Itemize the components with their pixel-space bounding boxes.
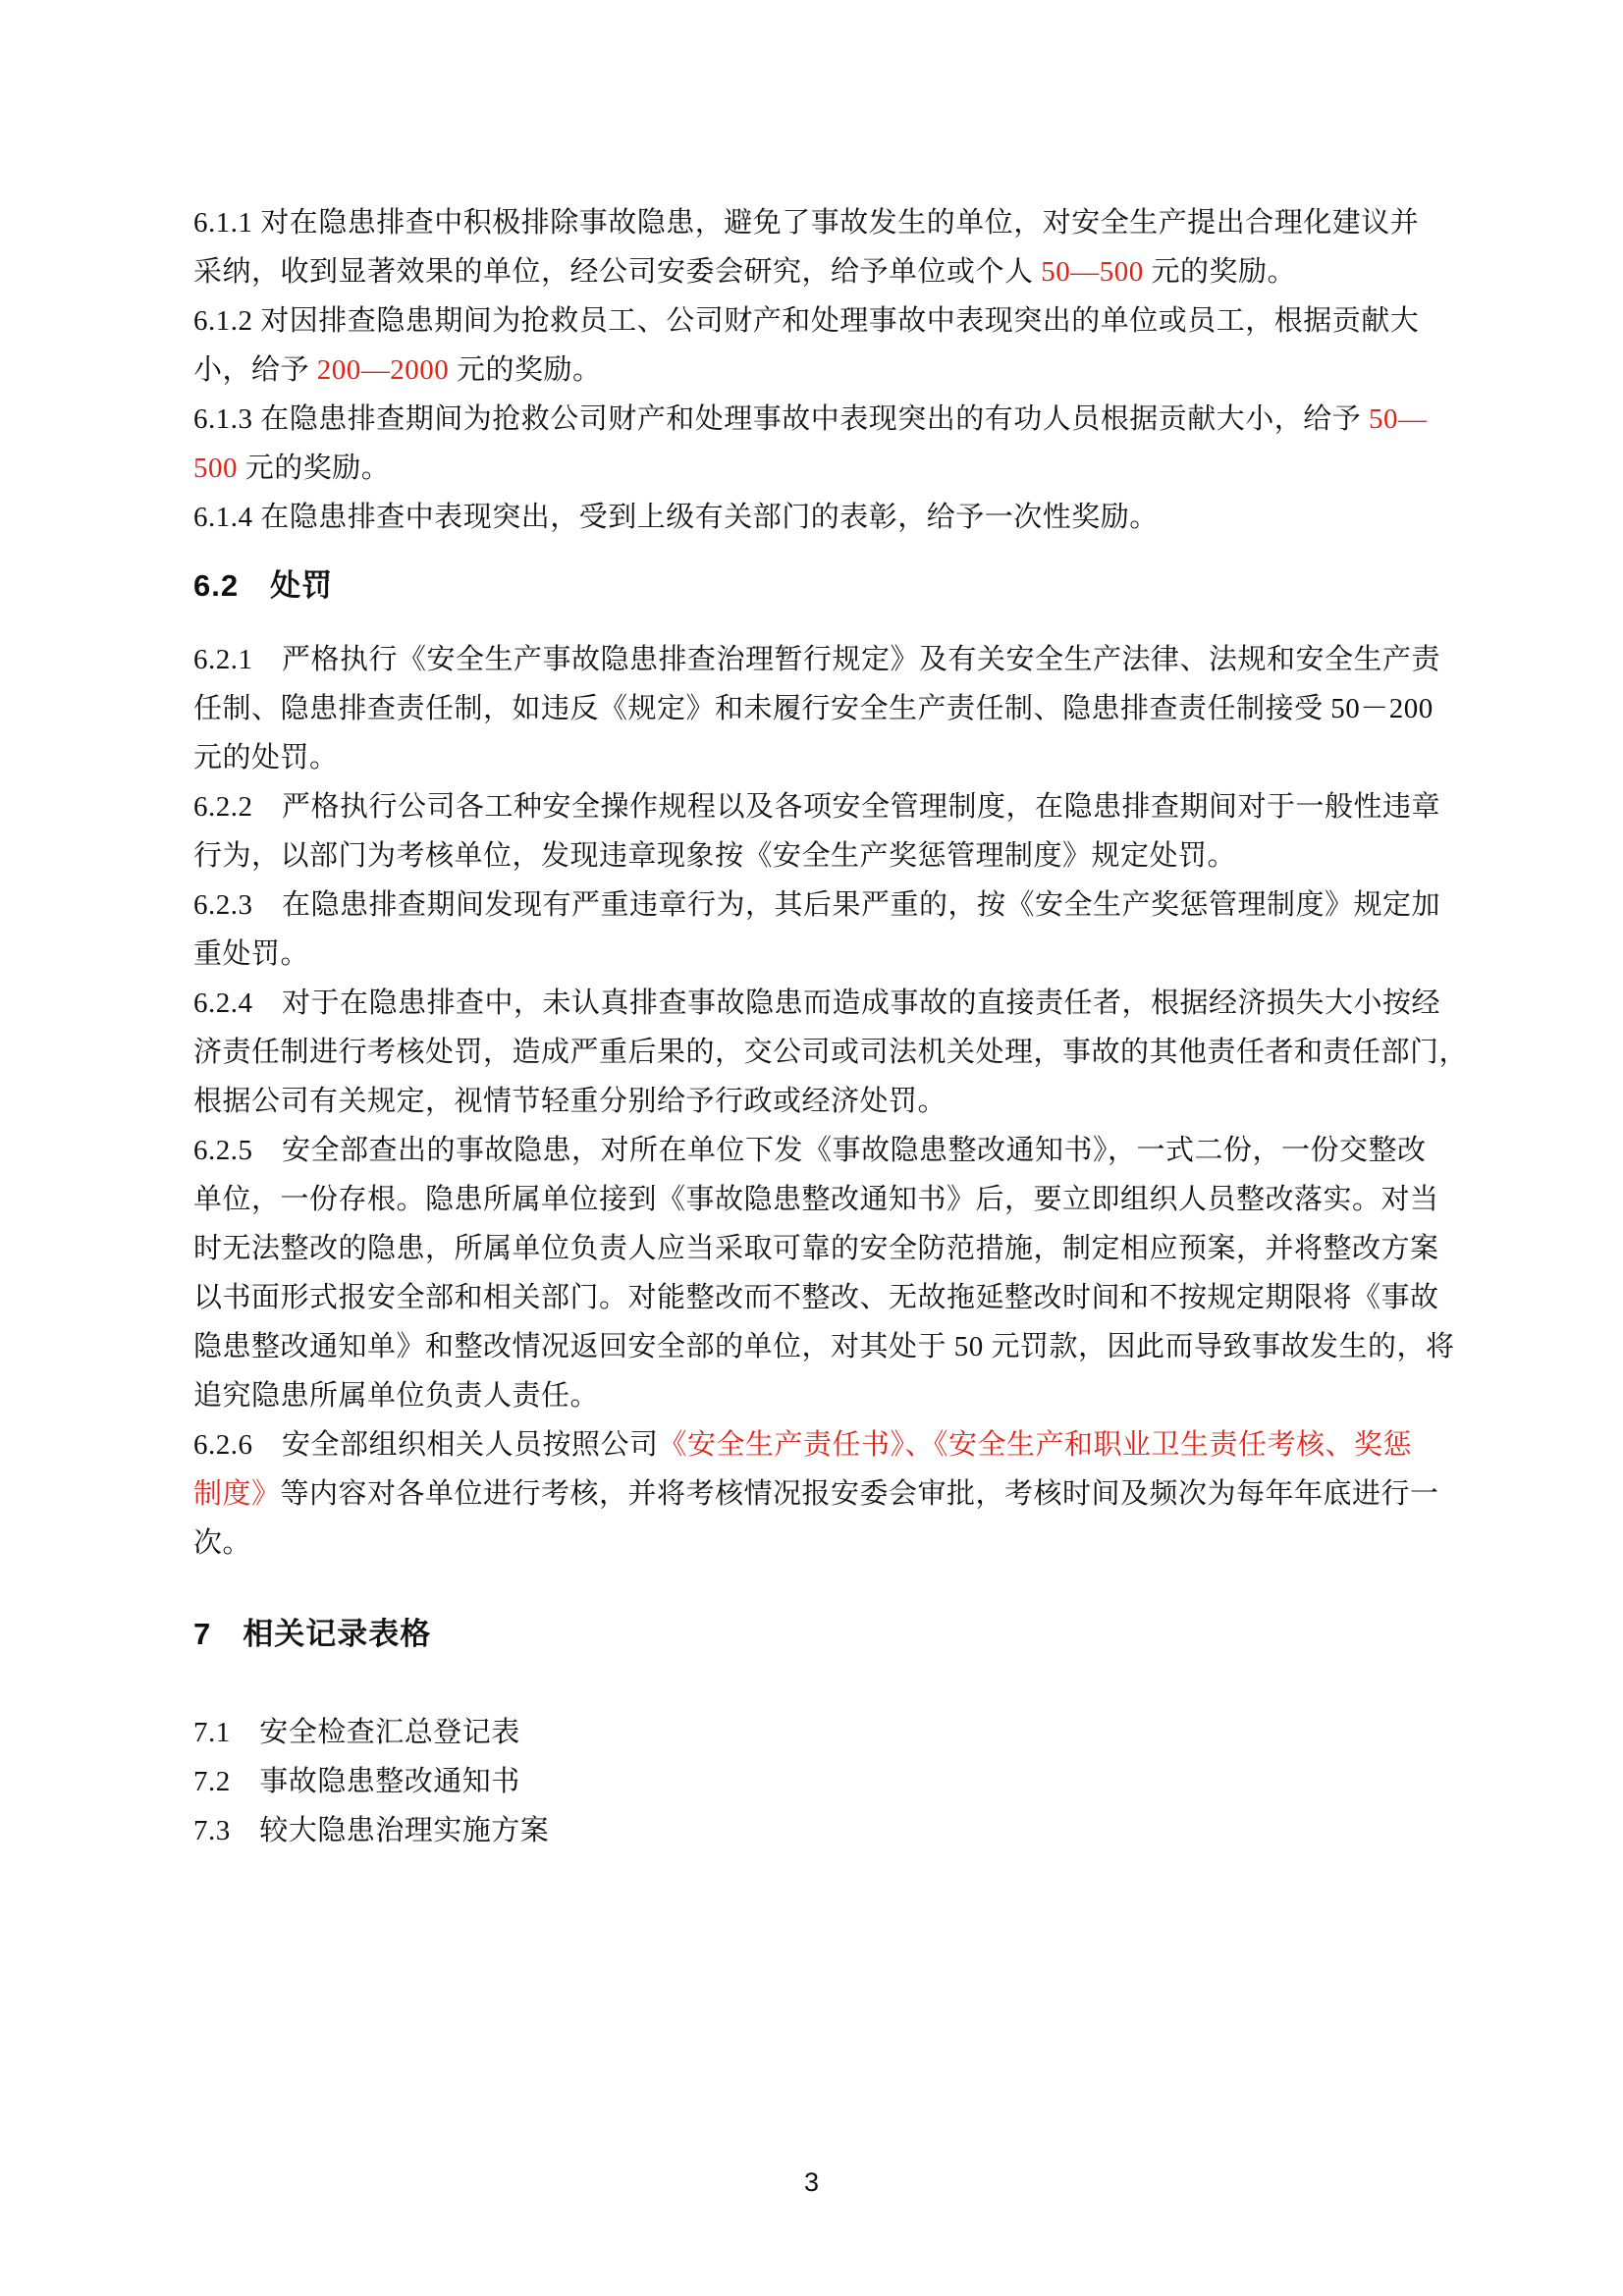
text-line	[193, 1519, 1430, 1568]
text-segment: 6.1.1 对在隐患排查中积极排除事故隐患，避免了事故发生的单位，对安全生产提出合理化建议并	[193, 207, 1420, 239]
text-line	[193, 881, 1441, 930]
red-text-segment: 50—500	[1041, 256, 1144, 288]
heading-6-2	[193, 561, 1430, 611]
text-line	[193, 1322, 1455, 1371]
text-segment: 单位，一份存根。隐患所属单位接到《事故隐患整改通知书》后，要立即组织人员整改落实。对当	[193, 1184, 1439, 1215]
text-line	[193, 1469, 1439, 1519]
paragraph-6-2-1	[193, 635, 1441, 782]
paragraph-6-1-4	[193, 493, 1430, 542]
paragraph-6-1-2	[193, 296, 1430, 395]
text-line	[193, 733, 1430, 782]
text-line	[193, 1126, 1430, 1175]
text-line	[193, 831, 1430, 881]
text-segment: 6.1.2 对因排查隐患期间为抢救员工、公司财产和处理事故中表现突出的单位或员工，根据贡献大	[193, 305, 1420, 337]
text-segment: 等内容对各单位进行考核，并将考核情况报安委会审批，考核时间及频次为每年年底进行一	[280, 1478, 1439, 1510]
paragraph-6-1-1	[193, 198, 1430, 296]
text-line	[193, 782, 1441, 831]
text-line	[193, 1806, 1430, 1855]
text-line	[193, 635, 1441, 684]
text-segment: 7.1 安全检查汇总登记表	[193, 1717, 520, 1748]
text-line	[193, 493, 1430, 542]
text-segment: 以书面形式报安全部和相关部门。对能整改而不整改、无故拖延整改时间和不按规定期限将《事故	[193, 1282, 1439, 1313]
text-segment: 小，给予	[193, 354, 317, 386]
text-segment: 追究隐患所属单位负责人责任。	[193, 1380, 600, 1412]
text-segment: 6.2.5 安全部查出的事故隐患，对所在单位下发《事故隐患整改通知书》，一式二份，一份交整改	[193, 1135, 1427, 1166]
text-segment: 行为，以部门为考核单位，发现违章现象按《安全生产奖惩管理制度》规定处罚。	[193, 840, 1237, 872]
text-segment: 6.2.3 在隐患排查期间发现有严重违章行为，其后果严重的，按《安全生产奖惩管理制度》规定加	[193, 889, 1441, 921]
text-segment: 7 相关记录表格	[193, 1617, 432, 1651]
paragraph-6-2-6	[193, 1420, 1439, 1568]
text-line	[193, 930, 1430, 979]
text-line	[193, 1028, 1469, 1077]
text-segment: 隐患整改通知单》和整改情况返回安全部的单位，对其处于 50 元罚款，因此而导致事故发生的，将	[193, 1331, 1455, 1362]
text-segment: 6.1.3 在隐患排查期间为抢救公司财产和处理事故中表现突出的有功人员根据贡献大小，给予	[193, 403, 1370, 435]
text-segment: 6.2.6 安全部组织相关人员按照公司	[193, 1429, 659, 1461]
text-segment: 6.2.4 对于在隐患排查中，未认真排查事故隐患而造成事故的直接责任者，根据经济损失大小按经	[193, 988, 1441, 1019]
text-segment: 重处罚。	[193, 938, 310, 970]
text-segment: 根据公司有关规定，视情节轻重分别给予行政或经济处罚。	[193, 1086, 947, 1117]
text-line	[193, 1224, 1439, 1273]
text-line	[193, 395, 1430, 444]
paragraph-6-2-3	[193, 881, 1441, 979]
text-segment: 次。	[193, 1527, 252, 1559]
text-segment: 任制、隐患排查责任制，如违反《规定》和未履行安全生产责任制、隐患排查责任制接受 50－200	[193, 693, 1434, 724]
list-item-7-3	[193, 1806, 1430, 1855]
text-line	[193, 979, 1441, 1028]
text-segment: 元的处罚。	[193, 742, 339, 774]
text-line	[193, 684, 1434, 733]
text-line	[193, 1420, 1430, 1469]
text-line	[193, 1371, 1430, 1420]
text-segment: 6.2.2 严格执行公司各工种安全操作规程以及各项安全管理制度，在隐患排查期间对于一般性违章	[193, 791, 1441, 823]
paragraph-6-1-3	[193, 395, 1430, 493]
paragraph-6-2-5	[193, 1126, 1455, 1420]
text-line	[193, 1175, 1439, 1224]
text-line	[193, 247, 1430, 296]
paragraph-6-2-4	[193, 979, 1469, 1126]
text-segment: 7.3 较大隐患治理实施方案	[193, 1815, 550, 1846]
text-line	[193, 561, 1430, 611]
text-segment: 6.2.1 严格执行《安全生产事故隐患排查治理暂行规定》及有关安全生产法律、法规和安全生产责	[193, 644, 1441, 675]
text-line	[193, 1757, 1430, 1806]
text-segment: 时无法整改的隐患，所属单位负责人应当采取可靠的安全防范措施，制定相应预案，并将整改方案	[193, 1233, 1439, 1264]
text-segment: 6.1.4 在隐患排查中表现突出，受到上级有关部门的表彰，给予一次性奖励。	[193, 502, 1159, 533]
red-text-segment: 50—	[1369, 403, 1428, 435]
red-text-segment: 200—2000	[316, 354, 450, 386]
paragraph-6-2-2	[193, 782, 1441, 881]
text-line	[193, 444, 1430, 493]
text-line	[193, 346, 1430, 395]
heading-7	[193, 1610, 1430, 1659]
red-text-segment: 500	[193, 453, 238, 484]
text-line	[193, 1610, 1430, 1659]
list-item-7-1	[193, 1708, 1430, 1757]
text-line	[193, 1273, 1439, 1322]
page-number: 3	[803, 2167, 820, 2197]
text-line	[193, 1708, 1430, 1757]
red-text-segment: 制度》	[193, 1478, 281, 1510]
list-item-7-2	[193, 1757, 1430, 1806]
text-segment: 济责任制进行考核处罚，造成严重后果的，交公司或司法机关处理，事故的其他责任者和责任部门，	[193, 1037, 1469, 1068]
red-text-segment: 《安全生产责任书》、《安全生产和职业卫生责任考核、奖惩	[658, 1429, 1413, 1461]
text-segment: 元的奖励。	[449, 354, 602, 386]
text-segment: 元的奖励。	[1143, 256, 1297, 288]
text-line	[193, 198, 1430, 247]
text-segment: 采纳，收到显著效果的单位，经公司安委会研究，给予单位或个人	[193, 256, 1042, 288]
text-line	[193, 1077, 1430, 1126]
text-segment: 6.2 处罚	[193, 568, 334, 603]
text-line	[193, 296, 1430, 346]
text-segment: 7.2 事故隐患整改通知书	[193, 1766, 520, 1797]
text-segment: 元的奖励。	[238, 453, 391, 484]
